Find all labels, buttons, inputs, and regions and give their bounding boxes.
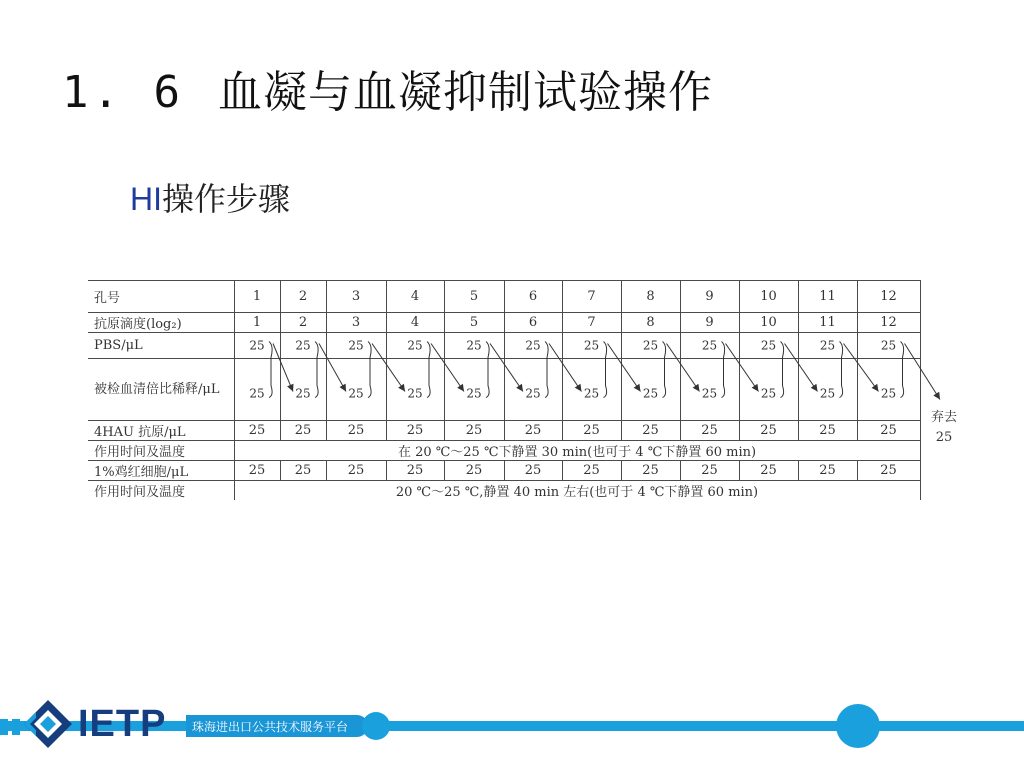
dilution-cell [386, 333, 444, 359]
dilution-cell [326, 359, 386, 421]
table-cell: 25 [680, 421, 739, 441]
discard-label: 弃去 [930, 410, 957, 425]
table-cell: 10 [739, 313, 798, 333]
dilution-cell [562, 333, 621, 359]
table-cell: 25 [444, 421, 504, 441]
dilution-cell [739, 359, 798, 421]
pbs-value: 25 [701, 338, 718, 353]
table-cell: 4 [386, 281, 444, 313]
dilution-value: 25 [249, 386, 265, 401]
table-cell: 4 [386, 313, 444, 333]
footer-accent [0, 719, 8, 735]
row-header: 作用时间及温度 [88, 481, 234, 501]
table-cell: 2 [280, 281, 326, 313]
table-cell: 1 [234, 281, 280, 313]
table-cell: 11 [798, 281, 857, 313]
dilution-cell [621, 333, 680, 359]
table-cell: 25 [798, 421, 857, 441]
row-header: PBS/μL [88, 333, 234, 359]
dilution-value: 25 [642, 386, 659, 401]
table-cell: 25 [739, 421, 798, 441]
pbs-value: 25 [525, 338, 541, 353]
pbs-value: 25 [583, 338, 600, 353]
hi-procedure-table-image [88, 280, 957, 567]
table-cell: 2 [280, 313, 326, 333]
pbs-value: 25 [249, 338, 265, 353]
table-cell: 25 [386, 421, 444, 441]
table-cell: 25 [857, 461, 920, 481]
table-cell: 25 [280, 421, 326, 441]
dilution-cell [234, 359, 280, 421]
dilution-value: 25 [466, 386, 482, 401]
dilution-cell [857, 359, 920, 421]
dilution-value: 25 [880, 386, 897, 401]
dilution-cell [562, 359, 621, 421]
dilution-value: 25 [295, 386, 311, 401]
arrow-head [933, 392, 940, 400]
table-cell: 7 [562, 281, 621, 313]
dilution-cell [621, 359, 680, 421]
dilution-cell [857, 333, 920, 359]
table-cell: 5 [444, 281, 504, 313]
footer-circle [362, 712, 390, 740]
pbs-value: 25 [880, 338, 897, 353]
table-cell: 25 [621, 461, 680, 481]
dilution-cell [280, 333, 326, 359]
table-cell: 25 [680, 461, 739, 481]
table-cell: 10 [739, 281, 798, 313]
dilution-value: 25 [348, 386, 364, 401]
dilution-cell [504, 333, 562, 359]
table-cell: 25 [326, 461, 386, 481]
row-header: 1%鸡红细胞/μL [88, 461, 234, 481]
table-cell: 9 [680, 281, 739, 313]
discard-value: 25 [935, 430, 953, 445]
title-text: 血凝与血凝抑制试验操作 [217, 67, 713, 118]
dilution-cell [798, 333, 857, 359]
dilution-cell [680, 359, 739, 421]
pbs-value: 25 [348, 338, 364, 353]
table-cell: 5 [444, 313, 504, 333]
table-row [88, 359, 920, 421]
table-cell: 25 [326, 421, 386, 441]
table-cell: 1 [234, 313, 280, 333]
table-cell: 12 [857, 281, 920, 313]
footer-circle [836, 704, 880, 748]
merged-cell: 在 20 ℃～25 ℃下静置 30 min(也可于 4 ℃下静置 60 min) [234, 441, 920, 461]
row-header: 抗原滴度(log₂) [88, 313, 234, 333]
dilution-value: 25 [701, 386, 718, 401]
table-cell: 25 [798, 461, 857, 481]
table-row [88, 481, 920, 501]
table-row [88, 461, 920, 481]
table-row [88, 441, 920, 461]
row-header: 作用时间及温度 [88, 441, 234, 461]
table-row [88, 313, 920, 333]
dilution-cell [444, 333, 504, 359]
table-cell: 25 [234, 421, 280, 441]
table-cell: 3 [326, 313, 386, 333]
dilution-cell [280, 359, 326, 421]
dilution-cell [444, 359, 504, 421]
dilution-cell [739, 333, 798, 359]
subtitle-prefix: HI [130, 181, 162, 217]
platform-name-banner [186, 715, 368, 737]
table-cell: 25 [444, 461, 504, 481]
table-cell: 9 [680, 313, 739, 333]
table-cell: 25 [739, 461, 798, 481]
table-cell: 25 [386, 461, 444, 481]
table-cell: 12 [857, 313, 920, 333]
row-header: 4HAU 抗原/μL [88, 421, 234, 441]
dilution-cell [326, 333, 386, 359]
dilution-cell [386, 359, 444, 421]
footer-bar [0, 690, 1024, 768]
table-row [88, 333, 920, 359]
slide-title [62, 56, 713, 120]
table-cell: 25 [504, 461, 562, 481]
row-header: 孔号 [88, 281, 234, 313]
subtitle [130, 174, 290, 220]
dilution-cell [234, 333, 280, 359]
dilution-cell [798, 359, 857, 421]
table-cell: 25 [562, 421, 621, 441]
dilution-value: 25 [760, 386, 777, 401]
dilution-value: 25 [525, 386, 541, 401]
table-cell: 25 [562, 461, 621, 481]
pbs-value: 25 [407, 338, 423, 353]
logo-text: IETP [78, 703, 167, 745]
ietp-logo-icon [22, 698, 74, 750]
table-cell: 25 [621, 421, 680, 441]
dilution-value: 25 [583, 386, 600, 401]
table-cell: 8 [621, 313, 680, 333]
pbs-value: 25 [295, 338, 311, 353]
table-cell: 25 [234, 461, 280, 481]
table-cell: 6 [504, 313, 562, 333]
pbs-value: 25 [819, 338, 836, 353]
title-number: 1. 6 [62, 67, 184, 118]
subtitle-text: 操作步骤 [162, 180, 291, 218]
hi-procedure-table [88, 280, 921, 500]
dilution-cell [680, 333, 739, 359]
merged-cell: 20 ℃～25 ℃,静置 40 min 左右(也可于 4 ℃下静置 60 min) [234, 481, 920, 501]
table-cell: 25 [280, 461, 326, 481]
pbs-value: 25 [642, 338, 659, 353]
table-cell: 11 [798, 313, 857, 333]
dilution-cell [504, 359, 562, 421]
footer-accent [12, 719, 20, 735]
pbs-value: 25 [466, 338, 482, 353]
dilution-value: 25 [407, 386, 423, 401]
dilution-value: 25 [819, 386, 836, 401]
table-cell: 25 [857, 421, 920, 441]
table-row [88, 421, 920, 441]
table-row [88, 281, 920, 313]
pbs-value: 25 [760, 338, 777, 353]
table-cell: 3 [326, 281, 386, 313]
platform-name: 珠海进出口公共技术服务平台 [192, 720, 349, 734]
table-cell: 6 [504, 281, 562, 313]
table-cell: 25 [504, 421, 562, 441]
table-cell: 8 [621, 281, 680, 313]
table-cell: 7 [562, 313, 621, 333]
discard-note [924, 408, 964, 448]
row-header: 被检血清倍比稀释/μL [88, 359, 234, 421]
